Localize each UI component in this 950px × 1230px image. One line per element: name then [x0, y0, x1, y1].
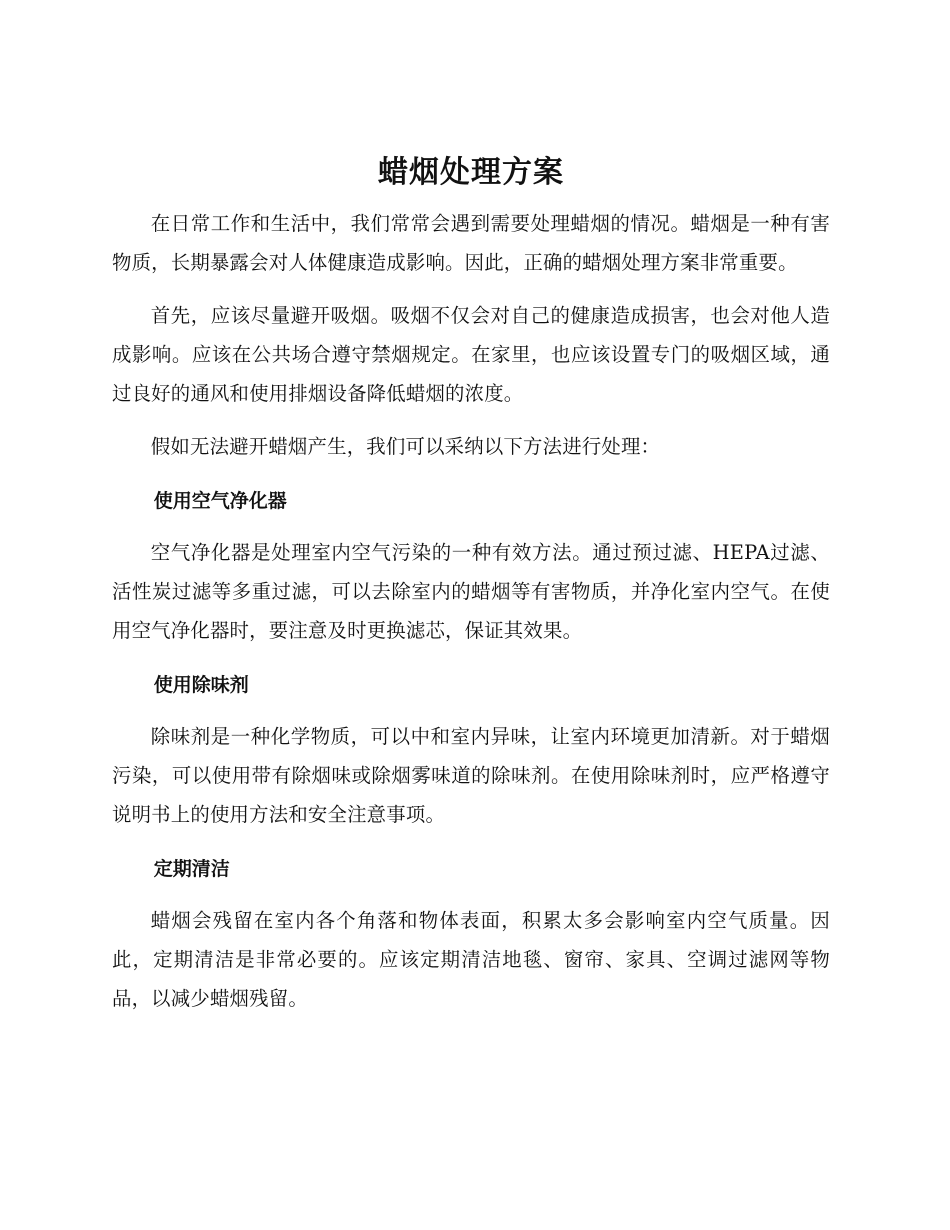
section-heading-air-purifier: 使用空气净化器: [153, 490, 287, 512]
document-title: 蜡烟处理方案: [378, 155, 564, 190]
section-body-air-purifier: 空气净化器是处理室内空气污染的一种有效方法。通过预过滤、HEPA过滤、活性炭过滤等多重过滤，可以去除室内的蜡烟等有害物质，并净化室内空气。在使用空气净化器时，要注意及时更换滤芯，保证其效果。: [112, 541, 830, 642]
section-body-regular-cleaning: 蜡烟会残留在室内各个角落和物体表面，积累太多会影响室内空气质量。因此，定期清洁是非常必要的。应该定期清洁地毯、窗帘、家具、空调过滤网等物品，以减少蜡烟残留。: [112, 909, 830, 1010]
methods-intro-paragraph: 假如无法避开蜡烟产生，我们可以采纳以下方法进行处理：: [150, 435, 661, 458]
section-heading-deodorant: 使用除味剂: [153, 674, 249, 696]
intro-paragraph: 在日常工作和生活中，我们常常会遇到需要处理蜡烟的情况。蜡烟是一种有害物质，长期暴露会对人体健康造成影响。因此，正确的蜡烟处理方案非常重要。: [112, 212, 830, 274]
section-heading-regular-cleaning: 定期清洁: [153, 858, 230, 880]
section-body-deodorant: 除味剂是一种化学物质，可以中和室内异味，让室内环境更加清新。对于蜡烟污染，可以使用带有除烟味或除烟雾味道的除味剂。在使用除味剂时，应严格遵守说明书上的使用方法和安全注意事项。: [112, 725, 830, 826]
document-page: [112, 150, 830, 1032]
avoid-smoking-paragraph: 首先，应该尽量避开吸烟。吸烟不仅会对自己的健康造成损害，也会对他人造成影响。应该在公共场合遵守禁烟规定。在家里，也应该设置专门的吸烟区域，通过良好的通风和使用排烟设备降低蜡烟的浓度。: [112, 304, 830, 405]
